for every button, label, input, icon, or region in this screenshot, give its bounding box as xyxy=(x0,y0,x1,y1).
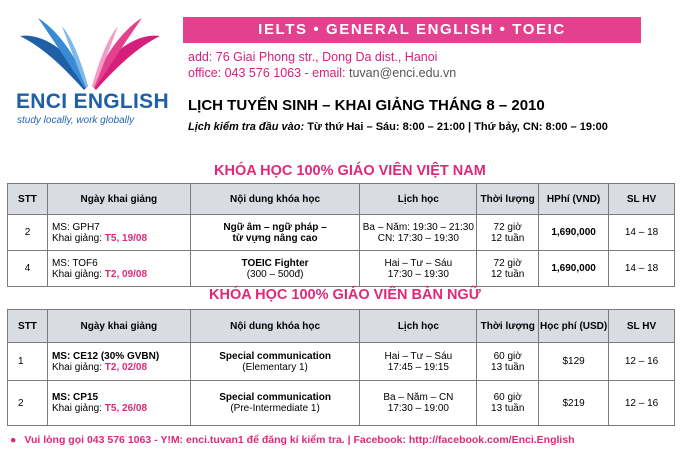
row-schedule xyxy=(360,251,477,287)
content-line: Ngữ âm – ngữ pháp – xyxy=(223,221,327,233)
duration-weeks: 12 tuần xyxy=(490,232,525,244)
schedule-line: Ba – Năm: 19:30 – 21:30 xyxy=(362,221,474,233)
col-header: Ngày khai giảng xyxy=(47,184,190,215)
bullet-icon: ● xyxy=(10,434,17,446)
col-header: SL HV xyxy=(609,184,675,215)
content-line: (300 – 500đ) xyxy=(246,268,304,280)
row-schedule xyxy=(360,215,477,251)
row-duration xyxy=(477,381,539,426)
row-content xyxy=(190,343,360,381)
col-header: Lịch học xyxy=(360,184,477,215)
col-header: SL HV xyxy=(609,310,675,343)
col-header: Học phí (USD) xyxy=(539,310,609,343)
col-header: Thời lượng xyxy=(477,184,539,215)
content-line: (Pre-Intermediate 1) xyxy=(230,403,320,414)
row-duration xyxy=(477,251,539,287)
duration-weeks: 12 tuần xyxy=(490,268,525,280)
duration-weeks: 13 tuần xyxy=(491,403,525,414)
open-date: T2, 02/08 xyxy=(104,361,148,373)
row-students: 14 – 18 xyxy=(609,251,675,287)
row-schedule xyxy=(360,343,477,381)
content-line: (Elementary 1) xyxy=(242,361,308,373)
col-header: HPhí (VND) xyxy=(539,184,609,215)
office-label: office: 043 576 1063 - email: xyxy=(188,66,349,80)
footer-text: Vui lòng gọi 043 576 1063 - Y!M: enci.tuvan1 để đăng kí kiểm tra. | Facebook: http://facebook.com/Enci.English xyxy=(24,434,575,446)
open-label: Khai giảng: xyxy=(51,268,105,280)
row-stt: 2 xyxy=(8,215,48,251)
section-title-native: KHÓA HỌC 100% GIÁO VIÊN BẢN NGỮ xyxy=(209,287,481,303)
course-banner: IELTS • GENERAL ENGLISH • TOEIC xyxy=(183,17,641,43)
schedule-line: CN: 17:30 – 19:30 xyxy=(377,232,459,244)
col-header: Nội dung khóa học xyxy=(190,310,360,343)
course-code: MS: CE12 (30% GVBN) xyxy=(51,350,160,362)
schedule-table-vietnamese xyxy=(7,183,675,287)
address-line: add: 76 Giai Phong str., Dong Da dist., Hanoi xyxy=(188,50,438,64)
row-stt: 2 xyxy=(8,381,48,426)
duration-hours: 60 giờ xyxy=(493,350,522,362)
footer-note xyxy=(10,434,575,446)
row-open-date xyxy=(47,251,190,287)
table-row xyxy=(8,381,675,426)
email-link[interactable]: tuvan@enci.edu.vn xyxy=(349,66,457,80)
page-title: LỊCH TUYỂN SINH – KHAI GIẢNG THÁNG 8 – 2010 xyxy=(188,97,545,114)
row-content xyxy=(190,215,360,251)
table-row xyxy=(8,215,675,251)
table-header-row xyxy=(8,310,675,343)
open-label: Khai giảng: xyxy=(51,361,105,373)
schedule-line: 17:45 – 19:15 xyxy=(387,361,449,373)
open-date: T5, 19/08 xyxy=(104,232,148,244)
row-fee: $129 xyxy=(539,343,609,381)
row-duration xyxy=(477,215,539,251)
duration-weeks: 13 tuần xyxy=(491,361,525,373)
open-label: Khai giảng: xyxy=(51,232,105,244)
brand-tagline: study locally, work globally xyxy=(17,115,135,126)
schedule-line: Hai – Tư – Sáu xyxy=(384,257,453,269)
duration-hours: 72 giờ xyxy=(493,221,522,233)
col-header: Nội dung khóa học xyxy=(190,184,360,215)
row-open-date xyxy=(47,215,190,251)
schedule-line: 17:30 – 19:00 xyxy=(387,403,449,414)
schedule-line: 17:30 – 19:30 xyxy=(387,268,449,280)
row-open-date xyxy=(47,381,190,426)
row-students: 14 – 18 xyxy=(609,215,675,251)
open-date: T5, 26/08 xyxy=(104,403,148,414)
row-stt: 1 xyxy=(8,343,48,381)
course-code: MS: GPH7 xyxy=(51,221,100,233)
table-row xyxy=(8,251,675,287)
schedule-table-native xyxy=(7,309,675,426)
row-fee: 1,690,000 xyxy=(539,251,609,287)
row-content xyxy=(190,381,360,426)
brand-name: ENCI ENGLISH xyxy=(16,90,169,113)
row-open-date xyxy=(47,343,190,381)
content-line: TOEIC Fighter xyxy=(241,257,309,269)
schedule-line: Ba – Năm – CN xyxy=(383,392,454,403)
row-duration xyxy=(477,343,539,381)
office-line xyxy=(188,66,456,80)
table-header-row xyxy=(8,184,675,215)
row-students: 12 – 16 xyxy=(609,381,675,426)
col-header: STT xyxy=(8,310,48,343)
course-code: MS: CP15 xyxy=(51,392,99,403)
table-row xyxy=(8,343,675,381)
row-schedule xyxy=(360,381,477,426)
open-label: Khai giảng: xyxy=(51,403,105,414)
col-header: Lịch học xyxy=(360,310,477,343)
row-stt: 4 xyxy=(8,251,48,287)
content-line: Special communication xyxy=(219,350,331,362)
row-students: 12 – 16 xyxy=(609,343,675,381)
content-line: từ vựng nâng cao xyxy=(232,232,318,244)
open-date: T2, 09/08 xyxy=(104,268,148,280)
course-code: MS: TOF6 xyxy=(51,257,98,269)
row-fee: 1,690,000 xyxy=(539,215,609,251)
col-header: STT xyxy=(8,184,48,215)
test-schedule xyxy=(188,121,608,133)
col-header: Thời lượng xyxy=(477,310,539,343)
row-fee: $219 xyxy=(539,381,609,426)
section-title-vietnamese: KHÓA HỌC 100% GIÁO VIÊN VIỆT NAM xyxy=(214,163,486,179)
schedule-line: Hai – Tư – Sáu xyxy=(384,350,453,362)
row-content xyxy=(190,251,360,287)
duration-hours: 72 giờ xyxy=(493,257,522,269)
content-line: Special communication xyxy=(219,392,331,403)
test-schedule-label: Lịch kiểm tra đầu vào: xyxy=(188,121,305,133)
col-header: Ngày khai giảng xyxy=(47,310,190,343)
duration-hours: 60 giờ xyxy=(493,392,522,403)
test-schedule-value: Từ thứ Hai – Sáu: 8:00 – 21:00 | Thứ bảy, CN: 8:00 – 19:00 xyxy=(304,121,608,133)
